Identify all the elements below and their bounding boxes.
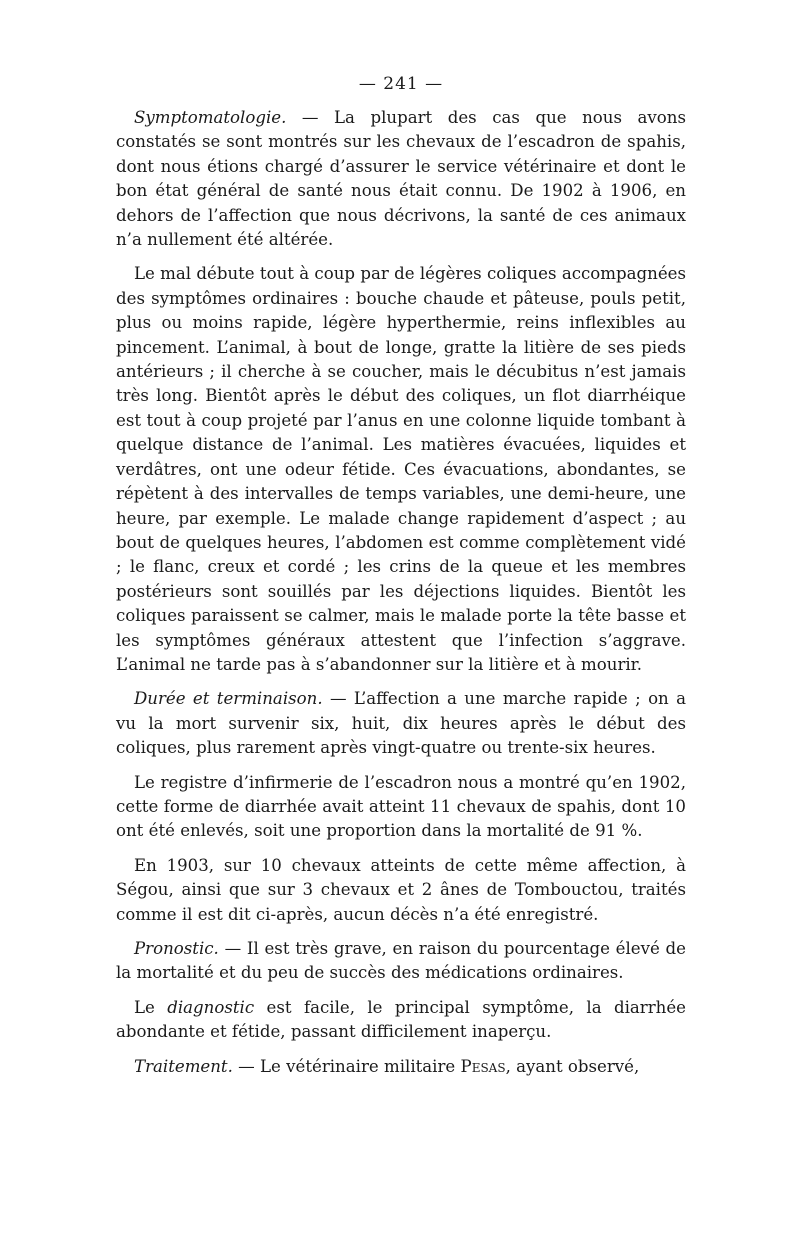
paragraph-symptoms-description (116, 262, 686, 677)
paragraph-text: — Le vétérinaire militaire (232, 1056, 461, 1076)
paragraph-symptomatologie (116, 106, 686, 252)
paragraph-text-tail: , ayant observé, (505, 1056, 640, 1076)
author-name-pesas: Pesas (460, 1056, 506, 1076)
paragraph-text-lead: Le (134, 997, 168, 1017)
section-heading-duree: Durée et terminaison. (134, 689, 323, 709)
document-page (116, 74, 686, 1089)
paragraph-text: est facile, le principal symptôme, la diarrhée abondante et fétide, passant difficilement inaperçu. (116, 997, 686, 1042)
paragraph-text: En 1903, sur 10 chevaux atteints de cette même affection, à Ségou, ainsi que sur 3 chevaux et 2 ânes de Tombouctou, traités comme il est dit ci-après, aucun décès n’a été enregistré. (116, 855, 686, 924)
paragraph-text: Le mal débute tout à coup par de légères coliques accompagnées des symptômes ordinaires : bouche chaude et pâteuse, pouls petit, plus ou moins rapide, légère hyperthermie, reins inflexibles au pincement. L’animal, à bout de longe, gratte la litière de ses pieds antérieurs ; il cherche à se coucher, mais le décubitus n’est jamais très long. Bientôt après le début des coliques, un flot diarrhéique est tout à coup projeté par l’anus en une colonne liquide tombant à quelque distance de l’animal. Les matières évacuées, liquides et verdâtres, ont une odeur fétide. Ces évacuations, abondantes, se répètent à des intervalles de temps variables, une demi-heure, une heure, par exemple. Le malade change rapidement d’aspect ; au bout de quelques heures, l’abdomen est comme complètement vidé ; le flanc, creux et cordé ; les crins de la queue et les membres postérieurs sont souillés par les déjections liquides. Bientôt les coliques paraissent se calmer, mais le malade porte la tête basse et les symptômes généraux attestent que l’infection s’aggrave. L’animal ne tarde pas à s’abandonner sur la litière et à mourir. (116, 264, 686, 674)
paragraph-duree (116, 687, 686, 760)
paragraph-text: Le registre d’infirmerie de l’escadron nous a montré qu’en 1902, cette forme de diarrhée avait atteint 11 chevaux de spahis, dont 10 ont été enlevés, soit une proportion dans la mortalité de 91 %. (116, 772, 686, 841)
section-heading-pronostic: Pronostic. (134, 939, 219, 958)
paragraph-1903 (116, 854, 686, 927)
paragraph-diagnostic (116, 996, 686, 1045)
paragraph-text: — La plupart des cas que nous avons constatés se sont montrés sur les chevaux de l’escadron de spahis, dont nous étions chargé d’assurer le service vétérinaire et dont le bon état général de santé nous était connu. De 1902 à 1906, en dehors de l’affection que nous décrivons, la santé de ces animaux n’a nullement été altérée. (116, 108, 686, 250)
paragraph-text: — Il est très grave, en raison du pourcentage élevé de la mortalité et du peu de succès des médications ordinaires. (116, 939, 686, 983)
paragraph-traitement (116, 1055, 686, 1079)
paragraph-text: — L’affection a une marche rapide ; on a vu la mort survenir six, huit, dix heures après le début des coliques, plus rarement après vingt-quatre ou trente-six heures. (116, 689, 686, 758)
paragraph-pronostic (116, 937, 686, 986)
paragraph-registre (116, 771, 686, 844)
section-heading-traitement: Traitement. (134, 1056, 233, 1076)
page-number: — 241 — (358, 74, 444, 94)
section-heading-symptomatologie: Symptomatologie. (134, 108, 287, 127)
section-heading-diagnostic: diagnostic (167, 997, 255, 1017)
